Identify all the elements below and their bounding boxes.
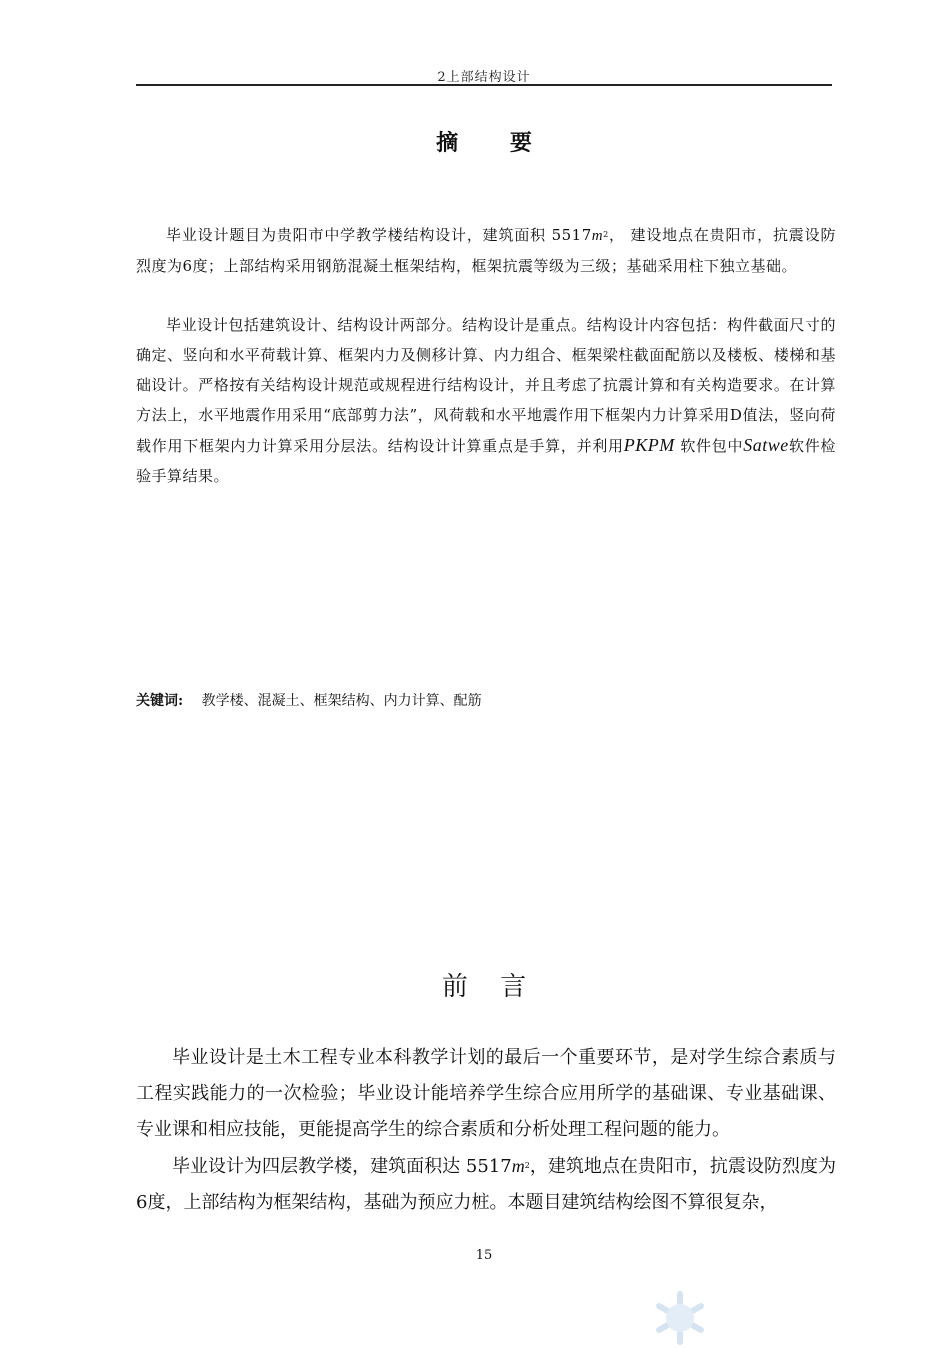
watermark-snowflake-icon bbox=[650, 1288, 710, 1348]
abstract-paragraph-2 bbox=[136, 310, 836, 491]
keywords-line bbox=[136, 690, 836, 710]
preface-p2-area-number: 5517 bbox=[465, 1156, 512, 1177]
preface-p2-area-exponent: 2 bbox=[524, 1161, 530, 1170]
running-header: 2上部结构设计 bbox=[437, 70, 531, 85]
abstract-p1-text-b: ， 建设地点在贵阳市，抗震设防烈度为6度；上部结构采用钢筋混凝土框架结构，框架抗震等级为三级；基础采用柱下独立基础。 bbox=[136, 226, 836, 275]
abstract-p2-text-a: 毕业设计包括建筑设计、结构设计两部分。结构设计是重点。结构设计内容包括：构件截面尺寸的确定、竖向和水平荷载计算、框架内力及侧移计算、内力组合、框架梁柱截面配筋以及楼板、楼梯和基础设计。严格按有关结构设计规范或规程进行结构设计，并且考虑了抗震计算和有关构造要求。在计算方法上，水平地震作用采用“底部剪力法”，风荷载和水平地震作用下框架内力计算采用D值法，竖向荷载作用下框架内力计算采用分层法。结构设计计算重点是手算，并利用 bbox=[136, 316, 836, 455]
abstract-p2-text-c: 软件检验手算结果。 bbox=[136, 437, 836, 485]
keywords-label: 关键词: bbox=[136, 693, 184, 709]
preface-p2-text-a: 毕业设计为四层教学楼，建筑面积达 bbox=[172, 1156, 466, 1177]
header-rule bbox=[136, 84, 832, 86]
abstract-p1-area-exponent: 2 bbox=[603, 230, 609, 239]
abstract-p1-area-number: 5517 bbox=[551, 226, 592, 244]
abstract-paragraph-1 bbox=[136, 220, 836, 281]
preface-paragraph-2 bbox=[136, 1148, 836, 1221]
abstract-p1-text-a: 毕业设计题目为贵阳市中学教学楼结构设计，建筑面积 bbox=[166, 226, 546, 244]
preface-paragraph-1: 毕业设计是土木工程专业本科教学计划的最后一个重要环节，是对学生综合素质与工程实践能力的一次检验；毕业设计能培养学生综合应用所学的基础课、专业基础课、专业课和相应技能，更能提高学生的综合素质和分析处理工程问题的能力。 bbox=[136, 1047, 836, 1140]
abstract-title: 摘 要 bbox=[436, 130, 554, 156]
abstract-p2-text-b: 软件包中 bbox=[680, 437, 744, 455]
preface-p2-text-b: ，建筑地点在贵阳市，抗震设防烈度为6度，上部结构为框架结构，基础为预应力桩。本题目建筑结构绘图不算很复杂， bbox=[136, 1156, 836, 1213]
abstract-p2-satwe: Satwe bbox=[743, 435, 789, 455]
preface-p2-area-unit: m bbox=[511, 1156, 525, 1176]
abstract-p2-pkpm: PKPM bbox=[623, 435, 675, 455]
abstract-p1-area-unit: m bbox=[591, 228, 604, 244]
keywords-text: 教学楼、混凝土、框架结构、内力计算、配筋 bbox=[201, 693, 482, 709]
page-number: 15 bbox=[475, 1248, 493, 1263]
preface-title: 前 言 bbox=[441, 972, 539, 1002]
